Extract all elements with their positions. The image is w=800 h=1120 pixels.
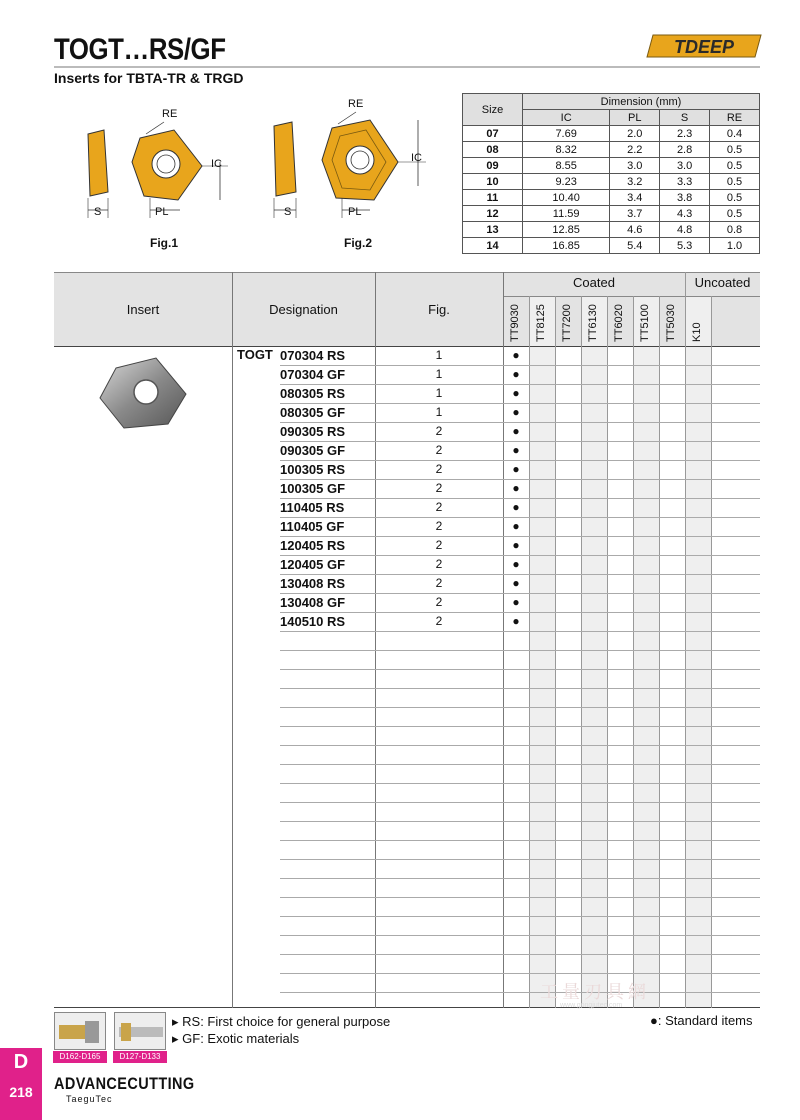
dimension-cell: 0.5 [710, 142, 760, 158]
fig2-re-label: RE [348, 98, 364, 110]
tool-thumbnail-2-caption[interactable]: D127-D133 [113, 1051, 167, 1063]
designation-code: 100305 RS [280, 462, 346, 477]
row-divider [280, 859, 760, 860]
dimension-cell: 10.40 [523, 190, 610, 206]
brand-logo: ADVANCECUTTING [54, 1074, 195, 1093]
dimension-cell: 7.69 [523, 126, 610, 142]
dimension-cell: 3.0 [660, 158, 710, 174]
fig-number: 2 [435, 500, 443, 514]
fig-number: 1 [435, 386, 443, 400]
dimension-cell: 16.85 [523, 238, 610, 254]
table-row [54, 424, 760, 443]
watermark: 工量刃具網 [540, 982, 650, 1002]
dimension-cell: 4.6 [610, 222, 660, 238]
fig-column-header: Fig. [428, 302, 450, 317]
grade-header-tt5100 [633, 296, 659, 346]
size-cell: 13 [463, 222, 523, 238]
dimension-cell: 9.23 [523, 174, 610, 190]
designation-code: 110405 RS [280, 500, 345, 515]
dimension-row [463, 206, 760, 222]
fig2-s-label: S [284, 206, 292, 218]
row-divider [280, 878, 760, 879]
dimension-row [463, 126, 760, 142]
grade-label: K10 [691, 322, 703, 342]
row-divider [280, 802, 760, 803]
dimension-cell: 5.3 [660, 238, 710, 254]
fig2-label: Fig.2 [344, 236, 373, 250]
fig2-ic-label: IC [411, 152, 422, 164]
size-cell: 08 [463, 142, 523, 158]
table-row [54, 462, 760, 481]
dimension-cell: 0.5 [710, 158, 760, 174]
fig-number: 1 [435, 348, 443, 362]
fig-number: 2 [435, 481, 443, 495]
row-divider [280, 688, 760, 689]
table-row [54, 576, 760, 595]
uncoated-group-header: Uncoated [694, 275, 751, 290]
grade-label: TT5100 [639, 304, 651, 342]
size-cell: 07 [463, 126, 523, 142]
grade-label: TT6130 [587, 304, 599, 342]
dimension-col-ic: IC [523, 110, 610, 126]
size-cell: 09 [463, 158, 523, 174]
size-cell: 11 [463, 190, 523, 206]
grade-header-k10 [685, 296, 711, 346]
grade-label: TT5030 [665, 304, 677, 342]
designation-code: 080305 GF [280, 405, 346, 420]
standard-items-legend: ●: Standard items [650, 1013, 753, 1028]
availability-dot: ● [512, 538, 520, 552]
designation-code: 110405 GF [280, 519, 345, 534]
rs-note: ▸ RS: First choice for general purpose [172, 1014, 391, 1029]
dimension-cell: 4.3 [660, 206, 710, 222]
fig-number: 2 [435, 519, 443, 533]
row-divider [280, 840, 760, 841]
fig-number: 1 [435, 405, 443, 419]
availability-dot: ● [512, 348, 520, 362]
grade-label: TT7200 [561, 304, 573, 342]
dimension-cell: 4.8 [660, 222, 710, 238]
designation-code: 100305 GF [280, 481, 346, 496]
dimension-cell: 0.5 [710, 190, 760, 206]
insert-column-header: Insert [126, 302, 160, 317]
availability-dot: ● [512, 443, 520, 457]
dimension-cell: 0.5 [710, 206, 760, 222]
fig1-pl-label: PL [155, 206, 169, 218]
fig1-re-label: RE [162, 108, 178, 120]
dimension-cell: 8.32 [523, 142, 610, 158]
fig-number: 2 [435, 538, 443, 552]
size-header: Size [463, 94, 523, 126]
tool-thumbnail-1[interactable] [54, 1012, 106, 1050]
page-subtitle: Inserts for TBTA-TR & TRGD [54, 70, 244, 86]
row-divider [280, 745, 760, 746]
grade-label: TT6020 [613, 304, 625, 342]
dimension-cell: 3.7 [610, 206, 660, 222]
row-divider [280, 669, 760, 670]
availability-dot: ● [512, 424, 520, 438]
fig-number: 1 [435, 367, 443, 381]
dimension-cell: 3.2 [610, 174, 660, 190]
designation-code: 080305 RS [280, 386, 346, 401]
fig-number: 2 [435, 576, 443, 590]
title-divider [54, 66, 760, 68]
availability-dot: ● [512, 576, 520, 590]
designation-code: 140510 RS [280, 614, 346, 629]
table-top-line [54, 272, 760, 273]
dimension-row [463, 238, 760, 254]
grade-header-tt8125 [529, 296, 555, 346]
row-divider [280, 992, 760, 993]
designation-code: 090305 GF [280, 443, 346, 458]
fig-number: 2 [435, 614, 443, 628]
fig1-ic-label: IC [211, 158, 222, 170]
dimension-row [463, 174, 760, 190]
availability-dot: ● [512, 557, 520, 571]
dimension-table [462, 93, 760, 254]
table-row [54, 405, 760, 424]
watermark-url: www.gongjutec.com [560, 1002, 623, 1009]
dimension-cell: 3.0 [610, 158, 660, 174]
header-bottom-line [54, 346, 760, 347]
section-tab [0, 1048, 42, 1120]
row-divider [280, 916, 760, 917]
dimension-row [463, 222, 760, 238]
grade-header-tt7200 [555, 296, 581, 346]
table-row [54, 443, 760, 462]
size-cell: 10 [463, 174, 523, 190]
table-row [54, 367, 760, 386]
row-divider [280, 764, 760, 765]
tool-thumbnail-1-caption[interactable]: D162-D165 [53, 1051, 107, 1063]
dimension-col-s: S [660, 110, 710, 126]
availability-dot: ● [512, 500, 520, 514]
table-row [54, 595, 760, 614]
availability-dot: ● [512, 519, 520, 533]
fig-number: 2 [435, 595, 443, 609]
dimension-cell: 0.5 [710, 174, 760, 190]
dimension-cell: 0.4 [710, 126, 760, 142]
designation-prefix: TOGT [237, 347, 273, 362]
row-divider [280, 707, 760, 708]
designation-code: 090305 RS [280, 424, 346, 439]
dimension-cell: 3.4 [610, 190, 660, 206]
insert-table [54, 272, 760, 1008]
size-cell: 14 [463, 238, 523, 254]
dimension-cell: 1.0 [710, 238, 760, 254]
dimension-row [463, 158, 760, 174]
designation-code: 120405 GF [280, 557, 346, 572]
availability-dot: ● [512, 595, 520, 609]
dimension-cell: 2.8 [660, 142, 710, 158]
coated-group-header: Coated [573, 275, 615, 290]
dimension-cell: 2.0 [610, 126, 660, 142]
size-cell: 12 [463, 206, 523, 222]
fig2-pl-label: PL [348, 206, 362, 218]
table-row [54, 386, 760, 405]
designation-code: 070304 RS [280, 348, 346, 363]
availability-dot: ● [512, 386, 520, 400]
row-divider [280, 897, 760, 898]
table-row [54, 519, 760, 538]
availability-dot: ● [512, 614, 520, 628]
fig-number: 2 [435, 462, 443, 476]
table-row [54, 348, 760, 367]
grade-header-tt6130 [581, 296, 607, 346]
fig1-label: Fig.1 [150, 236, 179, 250]
dimension-cell: 3.3 [660, 174, 710, 190]
tdeep-logo [645, 31, 763, 61]
dimension-group-header: Dimension (mm) [523, 94, 760, 110]
dimension-row [463, 142, 760, 158]
designation-code: 130408 GF [280, 595, 346, 610]
fig-number: 2 [435, 443, 443, 457]
table-row [54, 481, 760, 500]
availability-dot: ● [512, 481, 520, 495]
row-divider [280, 726, 760, 727]
page-title: TOGT…RS/GF [54, 33, 226, 66]
svg-text:TDEEP: TDEEP [673, 37, 735, 57]
fig1-s-label: S [94, 206, 102, 218]
section-letter: D [13, 1051, 29, 1073]
row-divider [280, 821, 760, 822]
fig-number: 2 [435, 557, 443, 571]
availability-dot: ● [512, 367, 520, 381]
row-divider [280, 783, 760, 784]
dimension-cell: 8.55 [523, 158, 610, 174]
row-divider [280, 973, 760, 974]
row-divider [280, 935, 760, 936]
brand-subtitle: TaeguTec [66, 1094, 113, 1104]
grade-header-tt9030 [503, 296, 529, 346]
table-row [54, 614, 760, 633]
dimension-col-re: RE [710, 110, 760, 126]
row-divider [280, 954, 760, 955]
availability-dot: ● [512, 462, 520, 476]
table-row [54, 557, 760, 576]
designation-code: 120405 RS [280, 538, 346, 553]
designation-code: 130408 RS [280, 576, 346, 591]
dimension-cell: 2.2 [610, 142, 660, 158]
dimension-cell: 3.8 [660, 190, 710, 206]
dimension-cell: 2.3 [660, 126, 710, 142]
designation-code: 070304 GF [280, 367, 346, 382]
designation-column-header: Designation [269, 302, 338, 317]
grade-label: TT9030 [509, 304, 521, 342]
dimension-cell: 5.4 [610, 238, 660, 254]
table-row [54, 538, 760, 557]
dimension-cell: 12.85 [523, 222, 610, 238]
dimension-cell: 11.59 [523, 206, 610, 222]
table-row [54, 500, 760, 519]
tool-thumbnail-2[interactable] [114, 1012, 166, 1050]
dimension-col-pl: PL [610, 110, 660, 126]
row-divider [280, 650, 760, 651]
table-bottom-line [54, 1007, 760, 1008]
dimension-row [463, 190, 760, 206]
grade-header-tt5030 [659, 296, 685, 346]
availability-dot: ● [512, 405, 520, 419]
grade-label: TT8125 [535, 304, 547, 342]
gf-note: ▸ GF: Exotic materials [172, 1031, 300, 1046]
grade-header-tt6020 [607, 296, 633, 346]
fig-number: 2 [435, 424, 443, 438]
dimension-cell: 0.8 [710, 222, 760, 238]
page-number: 218 [9, 1084, 33, 1100]
